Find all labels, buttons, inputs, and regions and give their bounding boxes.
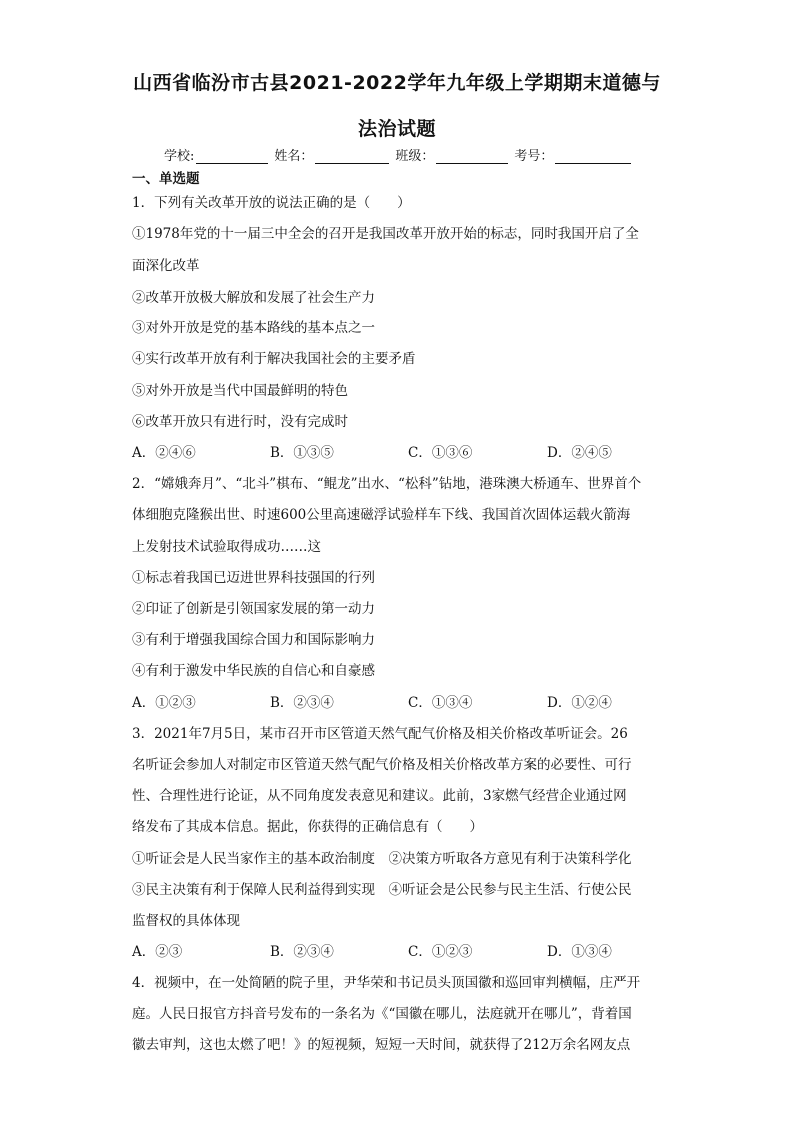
- name-blank[interactable]: [315, 149, 389, 164]
- q2-option-d[interactable]: D．①②④: [547, 695, 612, 711]
- q3-stem-2: 名听证会参加人对制定市区管道天然气配气价格及相关价格改革方案的必要性、可行: [132, 757, 632, 773]
- q1-statement-5: ⑤对外开放是当代中国最鲜明的特色: [132, 383, 348, 399]
- exam-number-label: 考号：: [514, 149, 554, 164]
- q3-statements-3-4b: 监督权的具体体现: [132, 913, 240, 929]
- q2-stem-2: 体细胞克隆猴出世、时速600公里高速磁浮试验样车下线、我国首次固体运载火箭海: [132, 507, 631, 523]
- q3-option-a[interactable]: A．②③: [132, 944, 183, 960]
- q2-statement-2: ②印证了创新是引领国家发展的第一动力: [132, 601, 375, 617]
- school-blank[interactable]: [196, 149, 268, 164]
- exam-title-line2: 法治试题: [357, 118, 436, 140]
- exam-title-line1: 山西省临汾市古县2021-2022学年九年级上学期期末道德与: [133, 72, 661, 94]
- q1-option-c[interactable]: C．①③⑥: [408, 445, 473, 461]
- q3-stem-1: 3．2021年7月5日，某市召开市区管道天然气配气价格及相关价格改革听证会。26: [132, 726, 628, 742]
- student-info-row: [164, 145, 637, 164]
- q1-option-a[interactable]: A．②④⑥: [132, 445, 196, 461]
- q2-stem-1: 2．“嫦娥奔月”、“北斗”棋布、“鲲龙”出水、“松科”钻地，港珠澳大桥通车、世界首个: [132, 476, 642, 492]
- q4-stem-2: 庭。人民日报官方抖音号发布的一条名为《“国徽在哪儿，法庭就开在哪儿”，背着国: [132, 1006, 632, 1022]
- q3-option-c[interactable]: C．①②③: [408, 944, 473, 960]
- q2-option-a[interactable]: A．①②③: [132, 695, 196, 711]
- q4-stem-1: 4．视频中，在一处简陋的院子里，尹华荣和书记员头顶国徽和巡回审判横幅，庄严开: [132, 975, 641, 991]
- q1-statement-2: ②改革开放极大解放和发展了社会生产力: [132, 290, 375, 306]
- q1-statement-4: ④实行改革开放有利于解决我国社会的主要矛盾: [132, 351, 416, 367]
- school-label: 学校:: [164, 149, 195, 164]
- q2-option-c[interactable]: C．①③④: [408, 695, 473, 711]
- q4-stem-3: 徽去审判，这也太燃了吧！》的短视频，短短一天时间，就获得了212万余名网友点: [132, 1037, 631, 1053]
- q3-statements-1-2: ①听证会是人民当家作主的基本政治制度 ②决策方听取各方意见有利于决策科学化: [132, 851, 632, 867]
- q2-statement-4: ④有利于激发中华民族的自信心和自豪感: [132, 663, 375, 679]
- q2-stem-3: 上发射技术试验取得成功……这: [132, 539, 321, 555]
- q1-statement-1a: ①1978年党的十一届三中全会的召开是我国改革开放开始的标志，同时我国开启了全: [132, 226, 639, 242]
- q2-statement-3: ③有利于增强我国综合国力和国际影响力: [132, 632, 375, 648]
- section-heading: 一、单选题: [132, 171, 200, 187]
- q3-option-d[interactable]: D．①③④: [547, 944, 612, 960]
- exam-number-blank[interactable]: [555, 149, 631, 164]
- q2-statement-1: ①标志着我国已迈进世界科技强国的行列: [132, 570, 375, 586]
- q2-option-b[interactable]: B．②③④: [270, 695, 334, 711]
- q3-stem-3: 性、合理性进行论证，从不同角度发表意见和建议。此前，3家燃气经营企业通过网: [132, 788, 627, 804]
- q1-statement-3: ③对外开放是党的基本路线的基本点之一: [132, 320, 375, 336]
- q1-statement-1b: 面深化改革: [132, 258, 200, 274]
- q1-stem: 1．下列有关改革开放的说法正确的是（ ）: [132, 195, 411, 211]
- q1-statement-6: ⑥改革开放只有进行时，没有完成时: [132, 414, 348, 430]
- q1-option-b[interactable]: B．①③⑤: [270, 445, 334, 461]
- name-label: 姓名：: [274, 149, 314, 164]
- class-label: 班级：: [395, 149, 435, 164]
- q3-option-b[interactable]: B．②③④: [270, 944, 334, 960]
- q1-option-d[interactable]: D．②④⑤: [547, 445, 612, 461]
- class-blank[interactable]: [436, 149, 508, 164]
- q3-statements-3-4a: ③民主决策有利于保障人民利益得到实现 ④听证会是公民参与民主生活、行使公民: [132, 882, 632, 898]
- q3-stem-4: 络发布了其成本信息。据此，你获得的正确信息有（ ）: [132, 819, 483, 835]
